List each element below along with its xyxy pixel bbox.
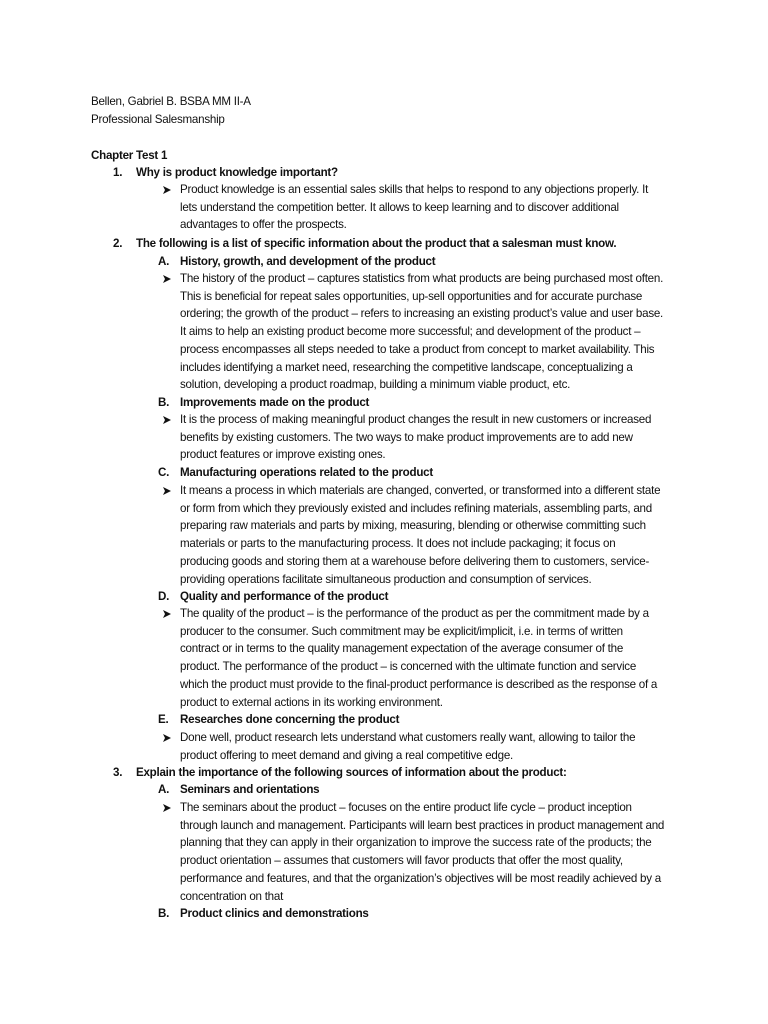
answer-text: The quality of the product – is the performance of the product as per the commitment made by a producer to the consumer. Such commitment may be explicit/implicit, i.e. in terms of written contract or in terms to the quality management expectation of the average consumer of the product. The performance of the product – is concerned with the ultimate function and service which the product must provide to the final-product performance is described as the response of a product to external actions in its working environment. xyxy=(180,607,658,709)
course-title: Professional Salesmanship xyxy=(91,113,225,126)
question-number: 2. xyxy=(113,237,123,250)
arrowhead-bullet-icon xyxy=(161,729,173,746)
question-text: Why is product knowledge important? xyxy=(136,166,338,179)
answer-text: It means a process in which materials are changed, converted, or transformed into a different state or form from which they previously existed and includes refining materials, assembling parts, and preparing raw materials and parts by mixing, measuring, blending or otherwise committing such materials or parts to the manufacturing process. It does not include packaging; it focus on producing goods and storing them at a warehouse before delivering them to customers, service- providing operations facilitate simultaneous production and consumption of services. xyxy=(180,484,661,586)
question-number: 1. xyxy=(113,166,123,179)
arrowhead-bullet-icon xyxy=(161,799,173,816)
answer-text: Product knowledge is an essential sales skills that helps to respond to any objections properly. It lets understand the competition better. It allows to keep learning and to discover additional advantages to offer the prospects. xyxy=(180,183,649,232)
arrowhead-bullet-icon xyxy=(161,411,173,428)
arrowhead-bullet-icon xyxy=(161,270,173,287)
question-text: The following is a list of specific information about the product that a salesman must know. xyxy=(136,237,617,250)
answer-text: Done well, product research lets understand what customers really want, allowing to tailor the product offering to meet demand and giving a real competitive edge. xyxy=(180,731,636,762)
document-page: Bellen, Gabriel B. BSBA MM II-A Professional Salesmanship Chapter Test 1 1. Why is product knowledge important? Product knowledge is an essential sales skills that helps to respond to any objections properly. It lets understand the competition better. It allows to keep learning and to discover additional advantages to offer the prospects. 2. The following is a list of specific information about the product that a salesman must know. A. History, growth, and development of the product The history of the product – captures statistics from what products are being purchased most often. This is beneficial for repeat sales opportunities, up-sell opportunities and for accurate purchase ordering; the growth of the product – refers to increasing an existing product’s value and user base. It aims to help an existing product become more successful; and development of the product – process encompasses all steps needed to take a product from concept to market availability. This includes identifying a market need, researching the competitive landscape, conceptualizing a solution, developing a product roadmap, building a minimum viable product, etc. B. Improvements made on the product It is the process of making meaningful product changes the result in new customers or increased benefits by existing customers. The two ways to make product improvements are to add new product features or improve existing ones. C. Manufacturing operations related to the product It means a process in which materials are changed, converted, or transformed into a different state or form from which they previously existed and includes refining materials, assembling parts, and preparing raw materials and parts by mixing, measuring, blending or otherwise committing such materials or parts to the manufacturing process. It does not include packaging; it focus on producing goods and storing them at a warehouse before delivering them to customers, service- providing operations facilitate simultaneous production and consumption of services. D. Quality and performance of the product The quality of the product – is the performance of the product as per the commitment made by a producer to the consumer. Such commitment may be explicit/implicit, i.e. in terms of written contract or in terms to the quality management expectation of the average consumer of the product. The performance of the product – is concerned with the ultimate function and service which the product must provide to the final-product performance is described as the response of a product to external actions in its working environment. E. Researches done concerning the product Done well, product research lets understand what customers really want, allowing to tailor the product offering to meet demand and giving a real competitive edge. 3. Explain the importance of the following sources of information about the product: A. Seminars and orientations The seminars about the product – focuses on the entire product life cycle – product inception through launch and management. Participants will learn best practices in product management and planning that they can apply in their organization to improve the success rate of the products; the product orientation – assumes that customers will favor products that offer the most quality, performance and features, and that the organization’s objectives will be most readily achieved by a concentration on that B. Product clinics and demonstrations xyxy=(0,0,768,1024)
question-number: 3. xyxy=(113,766,123,779)
test-title: Chapter Test 1 xyxy=(91,149,168,162)
answer-text: The history of the product – captures statistics from what products are being purchased most often. This is beneficial for repeat sales opportunities, up-sell opportunities and for accurate purchase ordering; the growth of the product – refers to increasing an existing product’s value and user base. It aims to help an existing product become more successful; and development of the product – process encompasses all steps needed to take a product from concept to market availability. This includes identifying a market need, researching the competitive landscape, conceptualizing a solution, developing a product roadmap, building a minimum viable product, etc. xyxy=(180,272,664,392)
author-line: Bellen, Gabriel B. BSBA MM II-A xyxy=(91,95,251,108)
arrowhead-bullet-icon xyxy=(161,482,173,499)
answer-text: The seminars about the product – focuses on the entire product life cycle – product inception through launch and management. Participants will learn best practices in product management and planning that they can apply in their organization to improve the success rate of the products; the product orientation – assumes that customers will favor products that offer the most quality, performance and features, and that the organization’s objectives will be most readily achieved by a concentration on that xyxy=(180,801,665,903)
arrowhead-bullet-icon xyxy=(161,605,173,622)
question-text: Explain the importance of the following sources of information about the product: xyxy=(136,766,567,779)
answer-text: It is the process of making meaningful product changes the result in new customers or increased benefits by existing customers. The two ways to make product improvements are to add new product features or improve existing ones. xyxy=(180,413,652,462)
arrowhead-bullet-icon xyxy=(161,181,173,198)
